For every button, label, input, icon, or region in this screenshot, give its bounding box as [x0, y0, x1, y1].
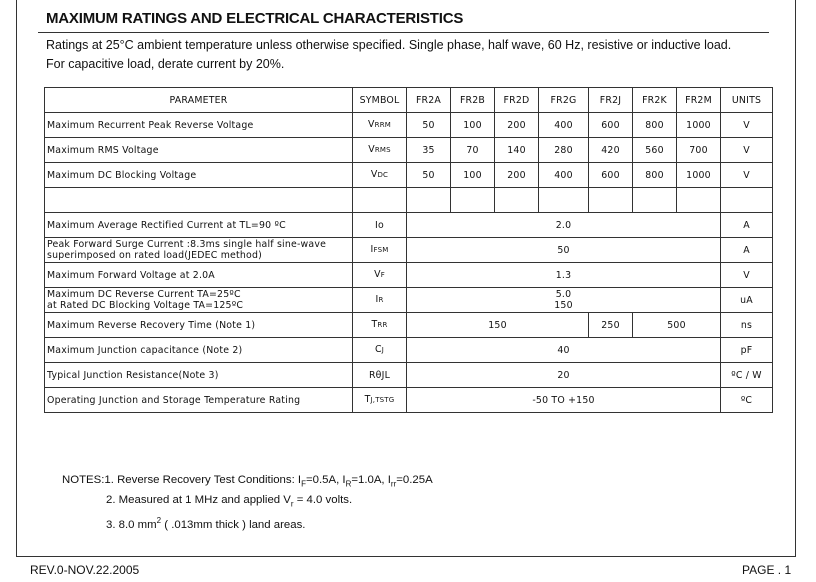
symbol-cell: VDC — [353, 163, 407, 188]
param-cell: Maximum Junction capacitance (Note 2) — [45, 338, 353, 363]
value-cell: 70 — [451, 138, 495, 163]
table-row-ir — [45, 288, 773, 313]
value-cell: -50 TO +150 — [407, 388, 721, 413]
value-cell: 800 — [633, 113, 677, 138]
header-fr2a: FR2A — [407, 88, 451, 113]
value-cell: 100 — [451, 113, 495, 138]
value-cell: 200 — [495, 113, 539, 138]
header-fr2k: FR2K — [633, 88, 677, 113]
ratings-table — [44, 87, 773, 413]
unit-cell: pF — [721, 338, 773, 363]
param-cell: Maximum DC Reverse Current TA=25ºC at Rated DC Blocking Voltage TA=125ºC — [45, 288, 353, 313]
description-line-2: For capacitive load, derate current by 20%. — [46, 57, 285, 71]
symbol-cell: TJ,TSTG — [353, 388, 407, 413]
param-cell: Typical Junction Resistance(Note 3) — [45, 363, 353, 388]
value-cell: 400 — [539, 163, 589, 188]
header-fr2d: FR2D — [495, 88, 539, 113]
value-cell: 700 — [677, 138, 721, 163]
table-row-io — [45, 213, 773, 238]
unit-cell: ºC — [721, 388, 773, 413]
header-fr2g: FR2G — [539, 88, 589, 113]
note-3: 3. 8.0 $mm^2$ ( .013mm thick ) land areas. — [106, 515, 306, 531]
param-cell: Maximum Forward Voltage at 2.0A — [45, 263, 353, 288]
value-cell: 250 — [589, 313, 633, 338]
table-gap-row — [45, 188, 773, 213]
symbol-cell: CJ — [353, 338, 407, 363]
unit-cell: V — [721, 163, 773, 188]
table-row-trr — [45, 313, 773, 338]
unit-cell: A — [721, 213, 773, 238]
table-row-vrrm — [45, 113, 773, 138]
symbol-cell: IR — [353, 288, 407, 313]
value-cell: 200 — [495, 163, 539, 188]
value-cell: 400 — [539, 113, 589, 138]
value-cell: 35 — [407, 138, 451, 163]
value-cell: 280 — [539, 138, 589, 163]
header-units: UNITS — [721, 88, 773, 113]
param-cell: Maximum Recurrent Peak Reverse Voltage — [45, 113, 353, 138]
unit-cell: uA — [721, 288, 773, 313]
value-cell: 20 — [407, 363, 721, 388]
header-fr2b: FR2B — [451, 88, 495, 113]
value-cell: 140 — [495, 138, 539, 163]
value-cell: 1.3 — [407, 263, 721, 288]
symbol-cell: RθJL — [353, 363, 407, 388]
page-title: MAXIMUM RATINGS AND ELECTRICAL CHARACTERISTICS — [46, 10, 464, 27]
table-row-tj — [45, 388, 773, 413]
symbol-cell: TRR — [353, 313, 407, 338]
param-cell: Maximum RMS Voltage — [45, 138, 353, 163]
header-fr2m: FR2M — [677, 88, 721, 113]
unit-cell: V — [721, 263, 773, 288]
param-cell: Maximum DC Blocking Voltage — [45, 163, 353, 188]
param-cell: Maximum Average Rectified Current at TL=90 ºC — [45, 213, 353, 238]
value-cell: 420 — [589, 138, 633, 163]
header-symbol: SYMBOL — [353, 88, 407, 113]
revision-label: REV.0-NOV.22.2005 — [30, 563, 140, 577]
description-line-1: Ratings at 25°C ambient temperature unless otherwise specified. Single phase, half wave, 60 Hz, resistive or inductive load. — [46, 38, 732, 52]
param-cell: Operating Junction and Storage Temperature Rating — [45, 388, 353, 413]
param-cell: Maximum Reverse Recovery Time (Note 1) — [45, 313, 353, 338]
table-row-vf — [45, 263, 773, 288]
unit-cell: V — [721, 113, 773, 138]
value-cell: 1000 — [677, 113, 721, 138]
note-2: 2. Measured at 1 MHz and applied $V_r = 4.0$ volts. — [106, 494, 353, 509]
value-cell: 5.0 150 — [407, 288, 721, 313]
symbol-cell: VRMS — [353, 138, 407, 163]
value-cell: 500 — [633, 313, 721, 338]
value-cell: 560 — [633, 138, 677, 163]
notes-block — [62, 472, 433, 532]
note-1: NOTES:1. Reverse Recovery Test Conditions: $I_F=0.5A$, $I_R=1.0A$, $I_{rr}=0.25A$ — [62, 474, 433, 489]
unit-cell: A — [721, 238, 773, 263]
unit-cell: ºC / W — [721, 363, 773, 388]
value-cell: 40 — [407, 338, 721, 363]
table-row-cj — [45, 338, 773, 363]
symbol-cell: IFSM — [353, 238, 407, 263]
symbol-cell: VF — [353, 263, 407, 288]
value-cell: 800 — [633, 163, 677, 188]
value-cell: 50 — [407, 163, 451, 188]
table-row-ifsm — [45, 238, 773, 263]
value-cell: 600 — [589, 113, 633, 138]
unit-cell: ns — [721, 313, 773, 338]
symbol-cell: Io — [353, 213, 407, 238]
table-row-rth — [45, 363, 773, 388]
value-cell: 50 — [407, 113, 451, 138]
unit-cell: V — [721, 138, 773, 163]
table-header-row — [45, 88, 773, 113]
value-cell: 2.0 — [407, 213, 721, 238]
title-rule — [38, 32, 769, 33]
value-cell: 100 — [451, 163, 495, 188]
header-parameter: PARAMETER — [45, 88, 353, 113]
symbol-cell: VRRM — [353, 113, 407, 138]
table-row-vdc — [45, 163, 773, 188]
param-cell: Peak Forward Surge Current :8.3ms single half sine-wave superimposed on rated load(JEDEC method) — [45, 238, 353, 263]
header-fr2j: FR2J — [589, 88, 633, 113]
page-number: PAGE . 1 — [742, 563, 792, 577]
value-cell: 600 — [589, 163, 633, 188]
table-row-vrms — [45, 138, 773, 163]
value-cell: 1000 — [677, 163, 721, 188]
value-cell: 150 — [407, 313, 589, 338]
value-cell: 50 — [407, 238, 721, 263]
